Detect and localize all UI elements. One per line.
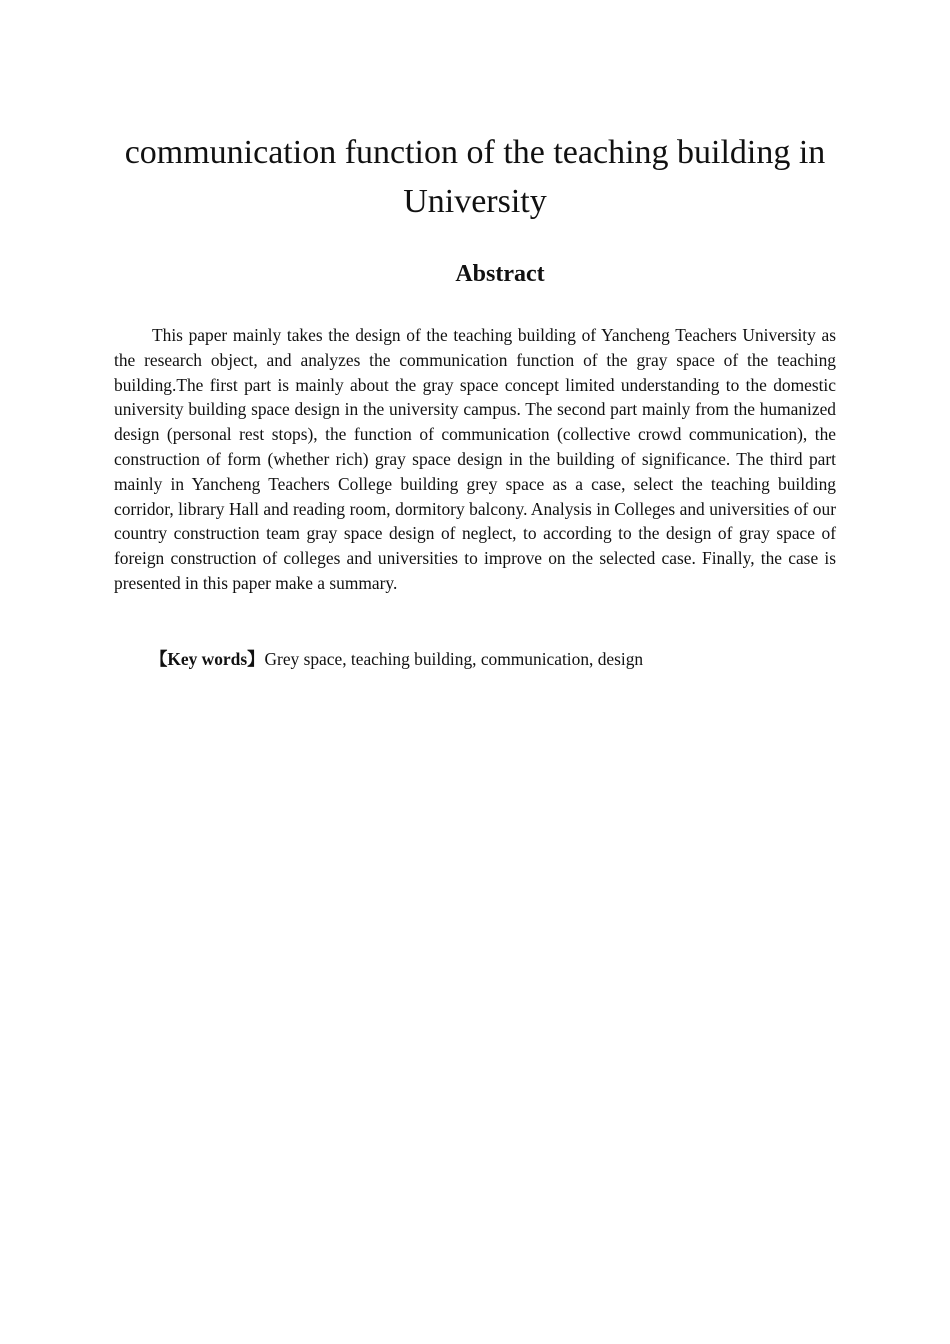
keywords-label: 【Key words】 bbox=[150, 649, 265, 669]
paper-title: communication function of the teaching building in University bbox=[124, 134, 826, 220]
keywords-value: Grey space, teaching building, communication, design bbox=[264, 649, 644, 669]
abstract-heading: Abstract bbox=[455, 261, 545, 287]
abstract-paragraph: This paper mainly takes the design of the teaching building of Yancheng Teachers University as the research object, and analyzes the communication function of the gray space of the teaching building.The first part is mainly about the gray space concept limited understanding to the domestic university building space design in the university campus. The second part mainly from the humanized design (personal rest stops), the function of communication (collective crowd communication), the construction of form (whether rich) gray space design in the building of significance. The third part mainly in Yancheng Teachers College building grey space as a case, select the teaching building corridor, library Hall and reading room, dormitory balcony. Analysis in Colleges and universities of our country construction team gray space design of neglect, to according to the design of gray space of foreign construction of colleges and universities to improve on the selected case. Finally, the case is presented in this paper make a summary. bbox=[114, 325, 836, 593]
keywords-line bbox=[114, 647, 836, 672]
